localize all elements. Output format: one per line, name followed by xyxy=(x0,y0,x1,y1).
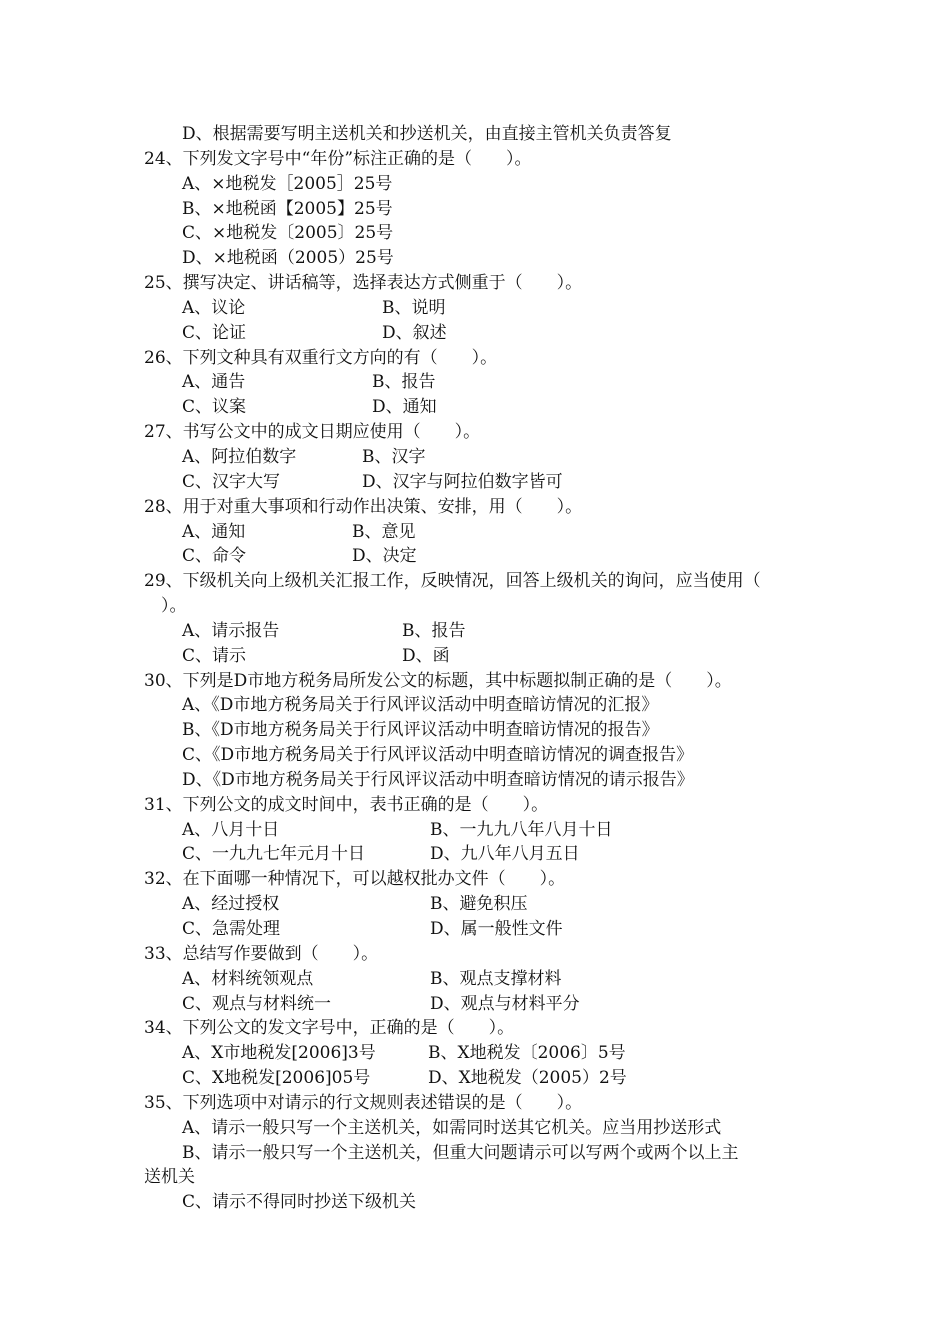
option-text: B、避免积压 xyxy=(430,894,528,915)
option-text: A、请示报告 xyxy=(182,620,280,641)
option-text: A、阿拉伯数字 xyxy=(182,446,297,467)
option-text: C、观点与材料统一 xyxy=(182,993,332,1014)
option-text: D、函 xyxy=(402,645,450,666)
question-text: 29、下级机关向上级机关汇报工作，反映情况，回答上级机关的询问，应当使用（ xyxy=(144,571,761,592)
option-text: B、一九九八年八月十日 xyxy=(430,819,613,840)
option-row xyxy=(144,917,814,942)
option-row xyxy=(144,370,814,395)
option-text: A、八月十日 xyxy=(182,819,280,840)
option-text: D、X地税发（2005）2号 xyxy=(428,1068,627,1089)
option-text: A、材料统领观点 xyxy=(182,968,314,989)
option-text: B、X地税发〔2006〕5号 xyxy=(428,1043,626,1064)
option-row xyxy=(144,644,814,669)
option-row xyxy=(144,544,814,569)
option-row xyxy=(144,992,814,1017)
option-text: D、《D市地方税务局关于行风评议活动中明查暗访情况的请示报告》 xyxy=(182,769,694,790)
option-text: D、通知 xyxy=(372,397,437,418)
question-text: 33、总结写作要做到（ ）。 xyxy=(144,943,379,964)
question-text: 35、下列选项中对请示的行文规则表述错误的是（ ）。 xyxy=(144,1092,583,1113)
option-text: B、《D市地方税务局关于行风评议活动中明查暗访情况的报告》 xyxy=(182,720,659,741)
question-text: 30、下列是D市地方税务局所发公文的标题，其中标题拟制正确的是（ ）。 xyxy=(144,670,732,691)
option-text: B、意见 xyxy=(352,521,416,542)
option-text: B、请示一般只写一个主送机关，但重大问题请示可以写两个或两个以上主 xyxy=(182,1142,739,1163)
option-text: C、一九九七年元月十日 xyxy=(182,844,366,865)
question-text: 24、下列发文字号中“年份”标注正确的是（ ）。 xyxy=(144,148,532,169)
option-row xyxy=(144,321,814,346)
option-text: B、报告 xyxy=(372,372,436,393)
option-text: B、报告 xyxy=(402,620,466,641)
option-row xyxy=(144,470,814,495)
question-text: 26、下列文种具有双重行文方向的有（ ）。 xyxy=(144,347,498,368)
option-text: C、《D市地方税务局关于行风评议活动中明查暗访情况的调查报告》 xyxy=(182,745,694,766)
option-text: C、命令 xyxy=(182,546,247,567)
option-text: C、请示不得同时抄送下级机关 xyxy=(182,1192,417,1213)
option-text: A、通知 xyxy=(182,521,246,542)
option-text: C、议案 xyxy=(182,397,247,418)
option-row xyxy=(144,818,814,843)
option-row xyxy=(144,619,814,644)
question-text: 31、下列公文的成文时间中，表书正确的是（ ）。 xyxy=(144,794,549,815)
option-text: A、×地税发［2005］25号 xyxy=(182,173,393,194)
option-text: C、论证 xyxy=(182,322,247,343)
option-text: D、根据需要写明主送机关和抄送机关，由直接主管机关负责答复 xyxy=(182,124,672,144)
option-text: B、说明 xyxy=(382,297,446,318)
option-text: D、汉字与阿拉伯数字皆可 xyxy=(362,471,563,492)
option-text: D、属一般性文件 xyxy=(430,919,563,939)
option-text: A、X市地税发[2006]3号 xyxy=(182,1043,376,1064)
continuation-text: ）。 xyxy=(144,596,187,617)
option-text: A、《D市地方税务局关于行风评议活动中明查暗访情况的汇报》 xyxy=(182,695,659,716)
option-text: A、请示一般只写一个主送机关，如需同时送其它机关。应当用抄送形式 xyxy=(182,1117,722,1138)
option-row xyxy=(144,967,814,992)
option-text: D、×地税函（2005）25号 xyxy=(182,248,394,269)
option-text: C、请示 xyxy=(182,645,247,666)
option-row xyxy=(144,520,814,545)
question-text: 27、书写公文中的成文日期应使用（ ）。 xyxy=(144,422,481,443)
option-row xyxy=(144,842,814,867)
option-text: C、X地税发[2006]05号 xyxy=(182,1068,371,1089)
question-text: 32、在下面哪一种情况下，可以越权批办文件（ ）。 xyxy=(144,869,566,890)
option-row xyxy=(144,1041,814,1066)
option-row xyxy=(144,395,814,420)
option-text: C、汉字大写 xyxy=(182,471,281,492)
option-row xyxy=(144,892,814,917)
option-row xyxy=(144,1066,814,1091)
option-text: A、经过授权 xyxy=(182,894,280,915)
option-text: B、观点支撑材料 xyxy=(430,968,562,989)
option-text: D、决定 xyxy=(352,546,417,567)
option-text: B、汉字 xyxy=(362,446,426,467)
question-text: 25、撰写决定、讲话稿等，选择表达方式侧重于（ ）。 xyxy=(144,273,583,294)
continuation-text: 送机关 xyxy=(144,1167,195,1188)
option-text: B、×地税函【2005】25号 xyxy=(182,198,393,219)
question-list xyxy=(144,122,814,1215)
option-text: A、通告 xyxy=(182,372,246,393)
question-text: 28、用于对重大事项和行动作出决策、安排，用（ ）。 xyxy=(144,496,583,517)
option-text: C、×地税发〔2005〕25号 xyxy=(182,223,394,244)
option-text: A、议论 xyxy=(182,297,246,318)
option-text: D、观点与材料平分 xyxy=(430,993,580,1014)
option-text: D、叙述 xyxy=(382,322,447,343)
option-text: C、急需处理 xyxy=(182,919,281,939)
option-text: D、九八年八月五日 xyxy=(430,844,580,865)
option-row xyxy=(144,445,814,470)
option-row xyxy=(144,296,814,321)
question-text: 34、下列公文的发文字号中，正确的是（ ）。 xyxy=(144,1018,515,1039)
